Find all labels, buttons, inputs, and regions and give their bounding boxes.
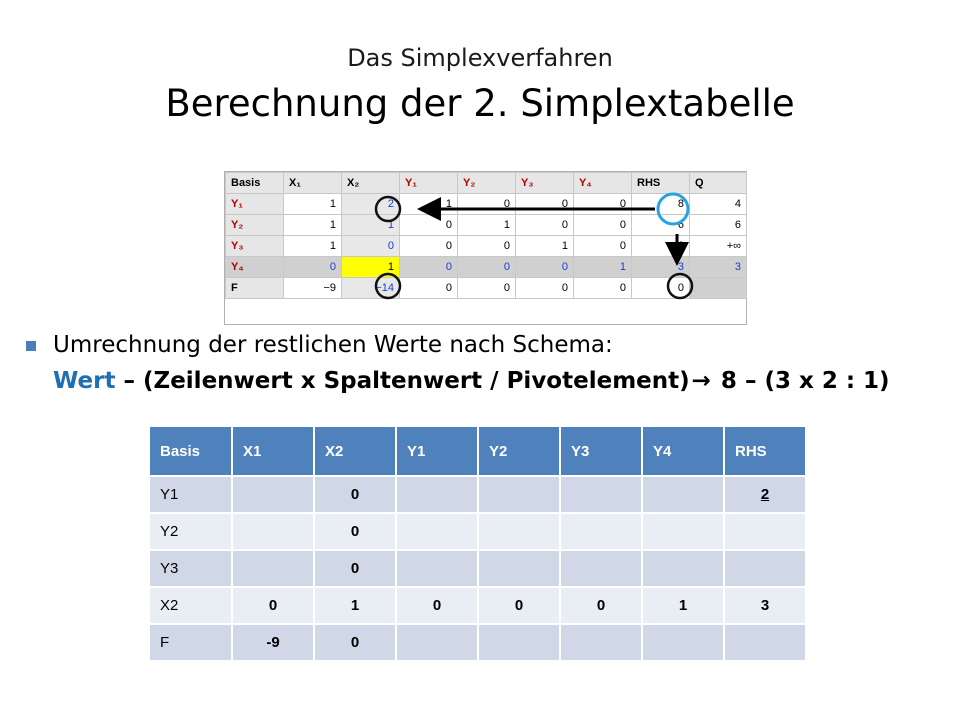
tableau-cell: 0 — [458, 257, 516, 278]
formula-example: 8 – (3 x 2 : 1) — [712, 368, 890, 394]
result-cell — [724, 624, 806, 661]
result-cell: 0 — [478, 587, 560, 624]
result-row-label: F — [149, 624, 232, 661]
tableau-cell: 0 — [284, 257, 342, 278]
tableau-cell: 0 — [458, 194, 516, 215]
result-cell — [724, 513, 806, 550]
tableau-row — [226, 278, 747, 299]
tableau-cell: 1 — [284, 236, 342, 257]
result-header: Y1 — [396, 426, 478, 476]
tableau-cell: 0 — [400, 257, 458, 278]
result-cell — [232, 476, 314, 513]
result-cell — [642, 513, 724, 550]
tableau-cell: 2 — [342, 194, 400, 215]
result-cell — [560, 476, 642, 513]
tableau-cell: 1 — [342, 215, 400, 236]
tableau-row — [226, 257, 747, 278]
tableau-cell: 3 — [632, 257, 690, 278]
table-row — [149, 513, 806, 550]
tableau-cell: −14 — [342, 278, 400, 299]
tableau-row-label: Y₂ — [226, 215, 284, 236]
result-header: Y3 — [560, 426, 642, 476]
tableau-cell: 6 — [690, 215, 747, 236]
subtitle: Das Simplexverfahren — [347, 44, 613, 72]
tableau-cell: 1 — [284, 194, 342, 215]
tableau-header: Y₁ — [400, 173, 458, 194]
result-cell — [232, 513, 314, 550]
tableau-cell: 4 — [690, 194, 747, 215]
tableau-cell: 0 — [400, 236, 458, 257]
formula-line — [53, 368, 890, 394]
result-header: Basis — [149, 426, 232, 476]
tableau-cell: 0 — [574, 194, 632, 215]
formula-text: – (Zeilenwert x Spaltenwert / Pivotelement) — [115, 368, 690, 394]
result-cell: 0 — [314, 550, 396, 587]
tableau-cell: 0 — [342, 236, 400, 257]
result-cell: 0 — [314, 476, 396, 513]
tableau-row — [226, 194, 747, 215]
tableau-header: Q — [690, 173, 747, 194]
result-cell: 0 — [314, 624, 396, 661]
tableau-row-label: F — [226, 278, 284, 299]
result-cell — [396, 513, 478, 550]
result-header: Y4 — [642, 426, 724, 476]
explanation-text: Umrechnung der restlichen Werte nach Schema: — [53, 332, 613, 358]
result-cell — [478, 476, 560, 513]
pivot-cell: 1 — [342, 257, 400, 278]
table-row — [149, 624, 806, 661]
result-cell — [478, 550, 560, 587]
tableau-cell: 0 — [400, 278, 458, 299]
tableau-cell: 0 — [400, 215, 458, 236]
tableau-header: Y₂ — [458, 173, 516, 194]
result-cell — [724, 550, 806, 587]
arrow-right-icon: → — [691, 368, 711, 394]
result-cell — [478, 624, 560, 661]
result-header: RHS — [724, 426, 806, 476]
result-cell: 2 — [724, 476, 806, 513]
result-cell — [396, 476, 478, 513]
tableau-cell: 1 — [574, 257, 632, 278]
result-cell — [478, 513, 560, 550]
result-cell — [642, 550, 724, 587]
tableau-cell: 0 — [516, 215, 574, 236]
result-cell — [396, 624, 478, 661]
result-cell — [560, 513, 642, 550]
result-row-label: Y1 — [149, 476, 232, 513]
tableau-cell: 8 — [632, 236, 690, 257]
table-row — [149, 550, 806, 587]
formula-wert: Wert — [53, 368, 116, 394]
simplex-tableau-screenshot — [224, 171, 747, 325]
tableau-cell: +∞ — [690, 236, 747, 257]
tableau-cell: 0 — [574, 215, 632, 236]
tableau-cell: 1 — [284, 215, 342, 236]
result-header: X1 — [232, 426, 314, 476]
result-cell — [560, 624, 642, 661]
result-cell: 0 — [560, 587, 642, 624]
result-row-label: Y3 — [149, 550, 232, 587]
result-cell — [396, 550, 478, 587]
simplex-tableau — [225, 172, 747, 299]
tableau-row — [226, 236, 747, 257]
result-cell: 3 — [724, 587, 806, 624]
result-cell: 0 — [232, 587, 314, 624]
table-row — [149, 476, 806, 513]
tableau-row — [226, 215, 747, 236]
bullet-icon — [26, 341, 36, 351]
tableau-header: RHS — [632, 173, 690, 194]
result-header: Y2 — [478, 426, 560, 476]
result-header: X2 — [314, 426, 396, 476]
result-cell — [560, 550, 642, 587]
result-cell — [232, 550, 314, 587]
tableau-header: Basis — [226, 173, 284, 194]
tableau-cell: 0 — [632, 278, 690, 299]
tableau-cell: 0 — [516, 278, 574, 299]
tableau-cell: 3 — [690, 257, 747, 278]
result-cell — [642, 476, 724, 513]
tableau-cell: 0 — [516, 194, 574, 215]
result-cell: 1 — [642, 587, 724, 624]
tableau-cell: 0 — [458, 236, 516, 257]
tableau-cell: 1 — [458, 215, 516, 236]
tableau-row-label: Y₃ — [226, 236, 284, 257]
table-row — [149, 587, 806, 624]
tableau-header: Y₄ — [574, 173, 632, 194]
tableau-cell: 0 — [516, 257, 574, 278]
result-row-label: X2 — [149, 587, 232, 624]
tableau-cell: 6 — [632, 215, 690, 236]
result-cell: 1 — [314, 587, 396, 624]
tableau-cell: 0 — [574, 278, 632, 299]
result-table — [148, 425, 807, 662]
tableau-header: Y₃ — [516, 173, 574, 194]
tableau-cell: −9 — [284, 278, 342, 299]
tableau-cell: 1 — [516, 236, 574, 257]
tableau-cell: 0 — [574, 236, 632, 257]
tableau-cell — [690, 278, 747, 299]
tableau-row-label: Y₄ — [226, 257, 284, 278]
page-title: Berechnung der 2. Simplextabelle — [165, 82, 795, 125]
tableau-cell: 8 — [632, 194, 690, 215]
result-header-row — [149, 426, 806, 476]
result-cell: 0 — [396, 587, 478, 624]
tableau-cell: 1 — [400, 194, 458, 215]
result-row-label: Y2 — [149, 513, 232, 550]
tableau-header: X₁ — [284, 173, 342, 194]
tableau-header: X₂ — [342, 173, 400, 194]
tableau-row-label: Y₁ — [226, 194, 284, 215]
result-cell: -9 — [232, 624, 314, 661]
result-cell — [642, 624, 724, 661]
result-cell: 0 — [314, 513, 396, 550]
tableau-cell: 0 — [458, 278, 516, 299]
tableau-header-row — [226, 173, 747, 194]
